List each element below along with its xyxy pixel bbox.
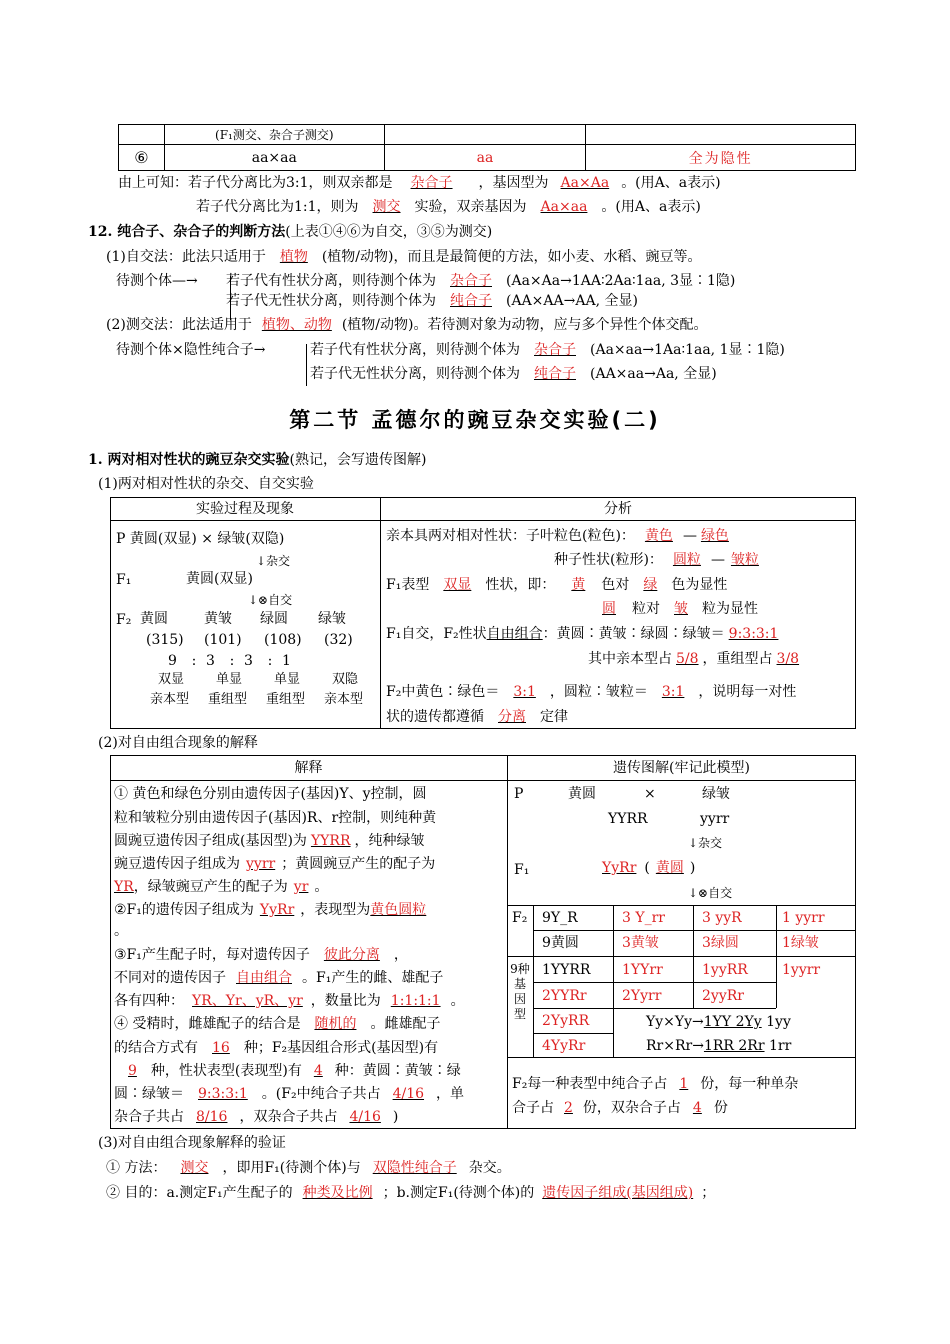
text: 定律: [540, 709, 568, 725]
g-r4-1: 2Yyrr: [622, 988, 662, 1004]
text: 。(F₂中纯合子共占: [261, 1086, 381, 1102]
text: (1)自交法：此法只适用于: [106, 249, 266, 265]
answer: 皱粒: [730, 552, 759, 568]
divider: [693, 905, 694, 1008]
g-r3-2: 1yyRR: [702, 962, 748, 978]
text: 不同对的遗传因子: [114, 970, 226, 986]
answer: 8/16: [196, 1109, 228, 1125]
g-note-1: [512, 1074, 798, 1094]
divider: [613, 1008, 614, 1057]
text: (AA×aa→Aa, 全显): [590, 366, 717, 382]
type: 绿圆: [260, 611, 288, 627]
text: ，双杂合子共占: [239, 1109, 338, 1125]
kind: 单显: [274, 672, 301, 687]
ex-3: [114, 831, 425, 851]
self-label: ↓⊗自交: [248, 593, 293, 607]
text: ③F₁产生配子时，每对遗传因子: [114, 947, 310, 963]
ex-14: [114, 1084, 464, 1104]
cell: (F₁测交、杂合子测交): [164, 125, 384, 145]
g-r2-2: 3绿圆: [702, 935, 739, 951]
text: 圆∶绿皱＝: [114, 1086, 184, 1102]
text: F₂每一种表型中纯合子占: [512, 1076, 668, 1092]
sub1: (1)两对相对性状的杂交、自交实验: [98, 476, 314, 492]
count: (315): [146, 632, 184, 648]
g-f2: F₂: [512, 910, 528, 926]
answer: 纯合子: [534, 366, 576, 382]
self-method: [106, 247, 701, 267]
sub2: (2)对自由组合现象的解释: [98, 735, 258, 751]
text: —: [682, 528, 697, 544]
answer: Aa×aa: [540, 199, 588, 215]
analysis-4: [586, 599, 758, 619]
answer: 绿: [643, 577, 658, 593]
text: Yy×Yy→: [646, 1014, 704, 1030]
answer: 9:3:3:1: [198, 1086, 248, 1102]
text: 1rr: [768, 1038, 792, 1054]
divider: [507, 956, 856, 957]
text: ): [392, 1109, 399, 1125]
answer: YyRr: [602, 860, 637, 876]
answer: 遗传因子组成(基因组成): [542, 1185, 694, 1201]
text: 粒对: [632, 601, 660, 617]
g-p: P: [514, 786, 524, 802]
ex-2: 粒和皱粒分别由遗传因子(基因)R、r控制，则纯种黄: [114, 810, 437, 826]
section-title: 第二节 孟德尔的豌豆杂交实验(二): [289, 408, 661, 432]
f1-value: 黄圆(双显): [186, 571, 253, 587]
text: ④ 受精时，雌雄配子的结合是: [114, 1016, 301, 1032]
text: 若子代有性状分离，则待测个体为: [226, 273, 436, 289]
kind: 单显: [216, 672, 243, 687]
text: —: [710, 552, 725, 568]
text: ，说明每一对性: [698, 684, 797, 700]
answer: 3:1: [513, 684, 536, 700]
ratio: 9: [168, 653, 177, 669]
text: ① 方法：: [106, 1160, 167, 1176]
answer: 1:1:1:1: [390, 993, 441, 1009]
text: 若子代有性状分离，则待测个体为: [310, 342, 520, 358]
ex-4: [114, 854, 435, 874]
g-p1: 黄圆: [568, 786, 596, 802]
g-r1-1: 3 Y_rr: [622, 910, 665, 926]
f2-types: [140, 609, 346, 629]
test-method: [106, 315, 707, 335]
text: 若子代无性状分离，则待测个体为: [310, 366, 520, 382]
text: F₁表型: [386, 577, 430, 593]
answer: 测交: [180, 1160, 209, 1176]
answer: 黄圆: [655, 860, 684, 876]
kind: 重组型: [208, 692, 248, 707]
answer: 皱: [674, 601, 688, 617]
answer: 杂合子: [410, 175, 453, 191]
text: 色为显性: [671, 577, 728, 593]
divider: [533, 905, 534, 1057]
g-x: ×: [644, 786, 656, 802]
g-p2: 绿皱: [702, 786, 730, 802]
g-r3-0: 1YYRR: [542, 962, 591, 978]
count: (101): [204, 632, 242, 648]
g-r5: 2YyRR: [542, 1013, 590, 1029]
text: (Aa×aa→1Aa∶1aa, 1显∶1隐): [590, 342, 785, 358]
f2-counts: [146, 630, 353, 650]
text: 亲本具两对相对性状：子叶粒色(粒色)：: [386, 528, 635, 544]
f2-kind1: [158, 670, 358, 690]
text: 种，性状表型(表现型)有: [150, 1063, 302, 1079]
g-r1-2: 3 yyR: [702, 910, 742, 926]
g-f1-line: YyRr ( 黄圆 ): [594, 858, 695, 878]
cross-cell: aa×aa: [164, 145, 384, 171]
answer: 1: [679, 1076, 689, 1092]
ratio: 3: [206, 653, 215, 669]
g-r1-0: 9Y_R: [542, 910, 578, 926]
text: 1RR 2Rr: [703, 1038, 765, 1054]
p-line: P 黄圆(双显) × 绿皱(双隐): [116, 531, 285, 547]
g-cross: ↓杂交: [688, 836, 723, 850]
verify-1: [106, 1158, 511, 1178]
ex-5: [114, 877, 328, 897]
f2-kind2: [150, 690, 363, 710]
answer: 纯合子: [450, 293, 492, 309]
kind: 重组型: [266, 692, 306, 707]
ex-6: [114, 900, 426, 920]
answer: 4/16: [349, 1109, 381, 1125]
heading: 12. 纯合子、杂合子的判断方法: [88, 224, 286, 240]
divider: [507, 755, 508, 1129]
text: 圆豌豆遗传因子组成(基因型)为: [114, 833, 307, 849]
count: (32): [324, 632, 353, 648]
text: ，纯种绿皱: [354, 833, 425, 849]
answer: 黄色圆粒: [370, 902, 427, 918]
text: ；b.测定F₁(待测个体)的: [382, 1185, 535, 1201]
ex-12: [114, 1038, 438, 1058]
ex-7: 。: [114, 923, 128, 939]
text: 。雌雄配子: [370, 1016, 441, 1032]
analysis-6: [588, 649, 803, 669]
answer: YR: [114, 879, 134, 895]
note: (上表①④⑥为自交，③⑤为测交): [285, 224, 493, 240]
text: (2)测交法：此法适用于: [106, 317, 252, 333]
g-yy: [646, 1012, 791, 1032]
answer: 3:1: [661, 684, 685, 700]
text: 份: [713, 1100, 728, 1116]
text: 实验，双亲基因为: [414, 199, 527, 215]
g-rr: [646, 1036, 791, 1056]
analysis-8: [386, 707, 568, 727]
col2-header: 分析: [604, 501, 632, 517]
bracket: [306, 344, 307, 386]
cell: [586, 125, 856, 145]
answer: 4: [313, 1063, 323, 1079]
text: (Aa×Aa→1AA∶2Aa∶1aa, 3显∶1隐): [506, 273, 736, 289]
text: ；黄圆豌豆产生的配子为: [281, 856, 436, 872]
g-9-label: 9种基因型: [510, 962, 530, 1021]
text: 种：黄圆∶黄皱∶绿: [334, 1063, 461, 1079]
answer: 4: [692, 1100, 702, 1116]
g-p1-genotype: YYRR: [608, 811, 648, 827]
answer: 杂合子: [534, 342, 576, 358]
text: 若子代无性状分离，则待测个体为: [226, 293, 436, 309]
self-result-2: [226, 291, 638, 311]
count: (108): [264, 632, 302, 648]
genotype-cell: aa: [384, 145, 586, 171]
ratio: 3: [244, 653, 253, 669]
g-self: ↓⊗自交: [688, 886, 733, 900]
cell: [119, 125, 165, 145]
f2-label: F₂: [116, 612, 132, 628]
row-number: ⑥: [119, 145, 165, 171]
divider: [533, 1033, 613, 1034]
text: Rr×Rr→: [646, 1038, 704, 1054]
text: 种子性状(粒形)：: [554, 552, 663, 568]
type: 黄圆: [140, 611, 168, 627]
text: ；: [701, 1185, 716, 1201]
answer: 种类及比例: [302, 1185, 373, 1201]
type: 绿皱: [318, 611, 346, 627]
conclusion-line-1: [118, 173, 721, 193]
answer: 双显: [443, 577, 472, 593]
text: 1yy: [766, 1014, 791, 1030]
text: ：黄圆∶黄皱∶绿圆∶绿皱＝: [542, 626, 725, 642]
answer: 黄: [571, 577, 586, 593]
text: 粒为显性: [702, 601, 758, 617]
f1-label: F₁: [116, 572, 132, 588]
text: 。: [314, 879, 329, 895]
text: ，重组型占: [702, 651, 773, 667]
text: 各有四种：: [114, 993, 184, 1009]
analysis-2: [554, 550, 765, 570]
answer: 双隐性纯合子: [372, 1160, 457, 1176]
verify-2: [106, 1183, 715, 1203]
type: 黄皱: [204, 611, 232, 627]
answer: YyRr: [259, 902, 295, 918]
text: 。: [450, 993, 465, 1009]
test-start: 待测个体×隐性纯合子→: [116, 342, 266, 358]
note: (熟记，会写遗传图解): [289, 452, 427, 468]
heading: 1. 两对相对性状的豌豆杂交实验: [88, 452, 290, 468]
text: ②F₁的遗传因子组成为: [114, 902, 254, 918]
cross-label: ↓杂交: [256, 554, 291, 568]
text: 。F₁产生的雌、雄配子: [302, 970, 444, 986]
text: (植物/动物)。若待测对象为动物，应与多个异性个体交配。: [341, 317, 708, 333]
answer: 圆粒: [672, 552, 701, 568]
ex-9: [114, 968, 443, 988]
self-start: 待测个体—→: [116, 273, 198, 289]
f2-ratio: 9 : 3 : 3 : 1: [168, 653, 291, 669]
g-r1-3: 1 yyrr: [782, 910, 825, 926]
answer: 分离: [498, 709, 526, 725]
divider: [533, 982, 776, 983]
text: 杂交。: [468, 1160, 511, 1176]
text: 由上可知：若子代分离比为3:1，则双亲都是: [118, 175, 393, 191]
text: ，圆粒∶皱粒＝: [549, 684, 648, 700]
analysis-1: [386, 526, 733, 546]
answer: 随机的: [314, 1016, 357, 1032]
text: (植物/动物)，而且是最简便的方法，如小麦、水稻、豌豆等。: [321, 249, 702, 265]
ex-13: [114, 1061, 461, 1081]
answer: 测交: [372, 199, 401, 215]
analysis-7: [386, 682, 796, 702]
answer: YYRR: [310, 833, 351, 849]
answer: 圆: [602, 601, 616, 617]
text: ，绿皱豌豆产生的配子为: [133, 879, 288, 895]
answer: 9: [128, 1063, 137, 1079]
text: 豌豆遗传因子组成为: [114, 856, 240, 872]
kind: 双显: [158, 672, 185, 687]
text: 。(用A、a表示): [601, 199, 701, 215]
answer: 16: [212, 1040, 230, 1056]
g-f1: F₁: [514, 862, 530, 878]
text: 。(用A、a表示): [621, 175, 721, 191]
text: ② 目的：a.测定F₁产生配子的: [106, 1185, 293, 1201]
g-r2-0: 9黄圆: [542, 935, 579, 951]
text: ，数量比为: [310, 993, 381, 1009]
part1-heading: [88, 450, 426, 470]
answer: 植物: [279, 249, 308, 265]
kind: 亲本型: [150, 692, 190, 707]
text: 自由组合: [486, 626, 543, 642]
text: 份，每一种单杂: [700, 1076, 799, 1092]
divider: [613, 905, 614, 1008]
g-r4-2: 2yyRr: [702, 988, 744, 1004]
text: 杂合子共占: [114, 1109, 184, 1125]
ratio: 1: [282, 653, 291, 669]
text: 状的遗传都遵循: [386, 709, 484, 725]
text: (AA×AA→AA, 全显): [506, 293, 638, 309]
answer: 杂合子: [450, 273, 492, 289]
answer: 植物、动物: [261, 317, 332, 333]
divider: [776, 905, 777, 1008]
answer: 2: [564, 1100, 573, 1116]
col1-header: 实验过程及现象: [196, 501, 294, 517]
ex-11: [114, 1014, 440, 1034]
g-r6: 4YyRr: [542, 1038, 586, 1054]
text: 若子代分离比为1:1，则为: [196, 199, 359, 215]
answer: 9:3:3:1: [728, 626, 779, 642]
answer: 3/8: [776, 651, 800, 667]
kind: 双隐: [332, 672, 359, 687]
text: 种；F₂基因组合形式(基因型)有: [243, 1040, 439, 1056]
self-result-1: [226, 271, 735, 291]
ex-15: [114, 1107, 398, 1127]
divider: [507, 905, 856, 906]
divider: [110, 520, 856, 521]
cell: [384, 125, 586, 145]
answer: 4/16: [392, 1086, 425, 1102]
analysis-5: [386, 624, 782, 644]
text: ，表现型为: [300, 902, 371, 918]
text: F₁自交，F₂性状: [386, 626, 487, 642]
divider: [380, 497, 381, 729]
text: 份，双杂合子占: [582, 1100, 681, 1116]
t2-col2: 遗传图解(牢记此模型): [613, 760, 750, 776]
text: ，即用F₁(待测个体)与: [222, 1160, 361, 1176]
answer: Aa×Aa: [560, 175, 610, 191]
text: 合子占: [512, 1100, 554, 1116]
text: F₂中黄色∶绿色＝: [386, 684, 500, 700]
g-r2-3: 1绿皱: [782, 935, 819, 951]
answer: 自由组合: [236, 970, 292, 986]
conclusion-line-2: [196, 197, 701, 217]
test-result-2: [310, 364, 717, 384]
answer: 黄色: [644, 528, 673, 544]
divider: [533, 1008, 776, 1009]
divider: [533, 930, 856, 931]
answer: yr: [293, 879, 309, 895]
divider: [110, 780, 856, 781]
answer: YR、Yr、yR、yr: [192, 993, 303, 1009]
divider: [507, 1057, 856, 1058]
text: ，基因型为: [478, 175, 549, 191]
text: 其中亲本型占: [588, 651, 672, 667]
text: 性状，即：: [485, 577, 556, 593]
g-r3-1: 1YYrr: [622, 962, 663, 978]
g-r2-1: 3黄皱: [622, 935, 659, 951]
g-r4-0: 2YYRr: [542, 988, 587, 1004]
g-p2-genotype: yyrr: [700, 811, 730, 827]
g-r3-3: 1yyrr: [782, 962, 821, 978]
text: ，单: [436, 1086, 465, 1102]
g-note-2: [512, 1098, 728, 1118]
top-table: [118, 124, 856, 171]
kind: 亲本型: [324, 692, 364, 707]
analysis-3: [386, 575, 727, 595]
section-12-heading: [88, 222, 492, 242]
ex-1: ① 黄色和绿色分别由遗传因子(基因)Y、y控制，圆: [114, 786, 427, 802]
answer: yyrr: [246, 856, 276, 872]
answer: 绿色: [700, 528, 729, 544]
text: 1YY 2Yy: [703, 1014, 762, 1030]
text: 色对: [601, 577, 630, 593]
t2-col1: 解释: [294, 760, 323, 776]
ex-8: [114, 945, 408, 965]
answer: 5/8: [676, 651, 699, 667]
text: ，: [393, 947, 408, 963]
ex-10: [114, 991, 465, 1011]
text: 的结合方式有: [114, 1040, 198, 1056]
answer: 彼此分离: [323, 947, 380, 963]
test-result-1: [310, 340, 785, 360]
sub3: (3)对自由组合现象解释的验证: [98, 1135, 286, 1151]
phenotype-cell: 全为隐性: [586, 145, 856, 171]
